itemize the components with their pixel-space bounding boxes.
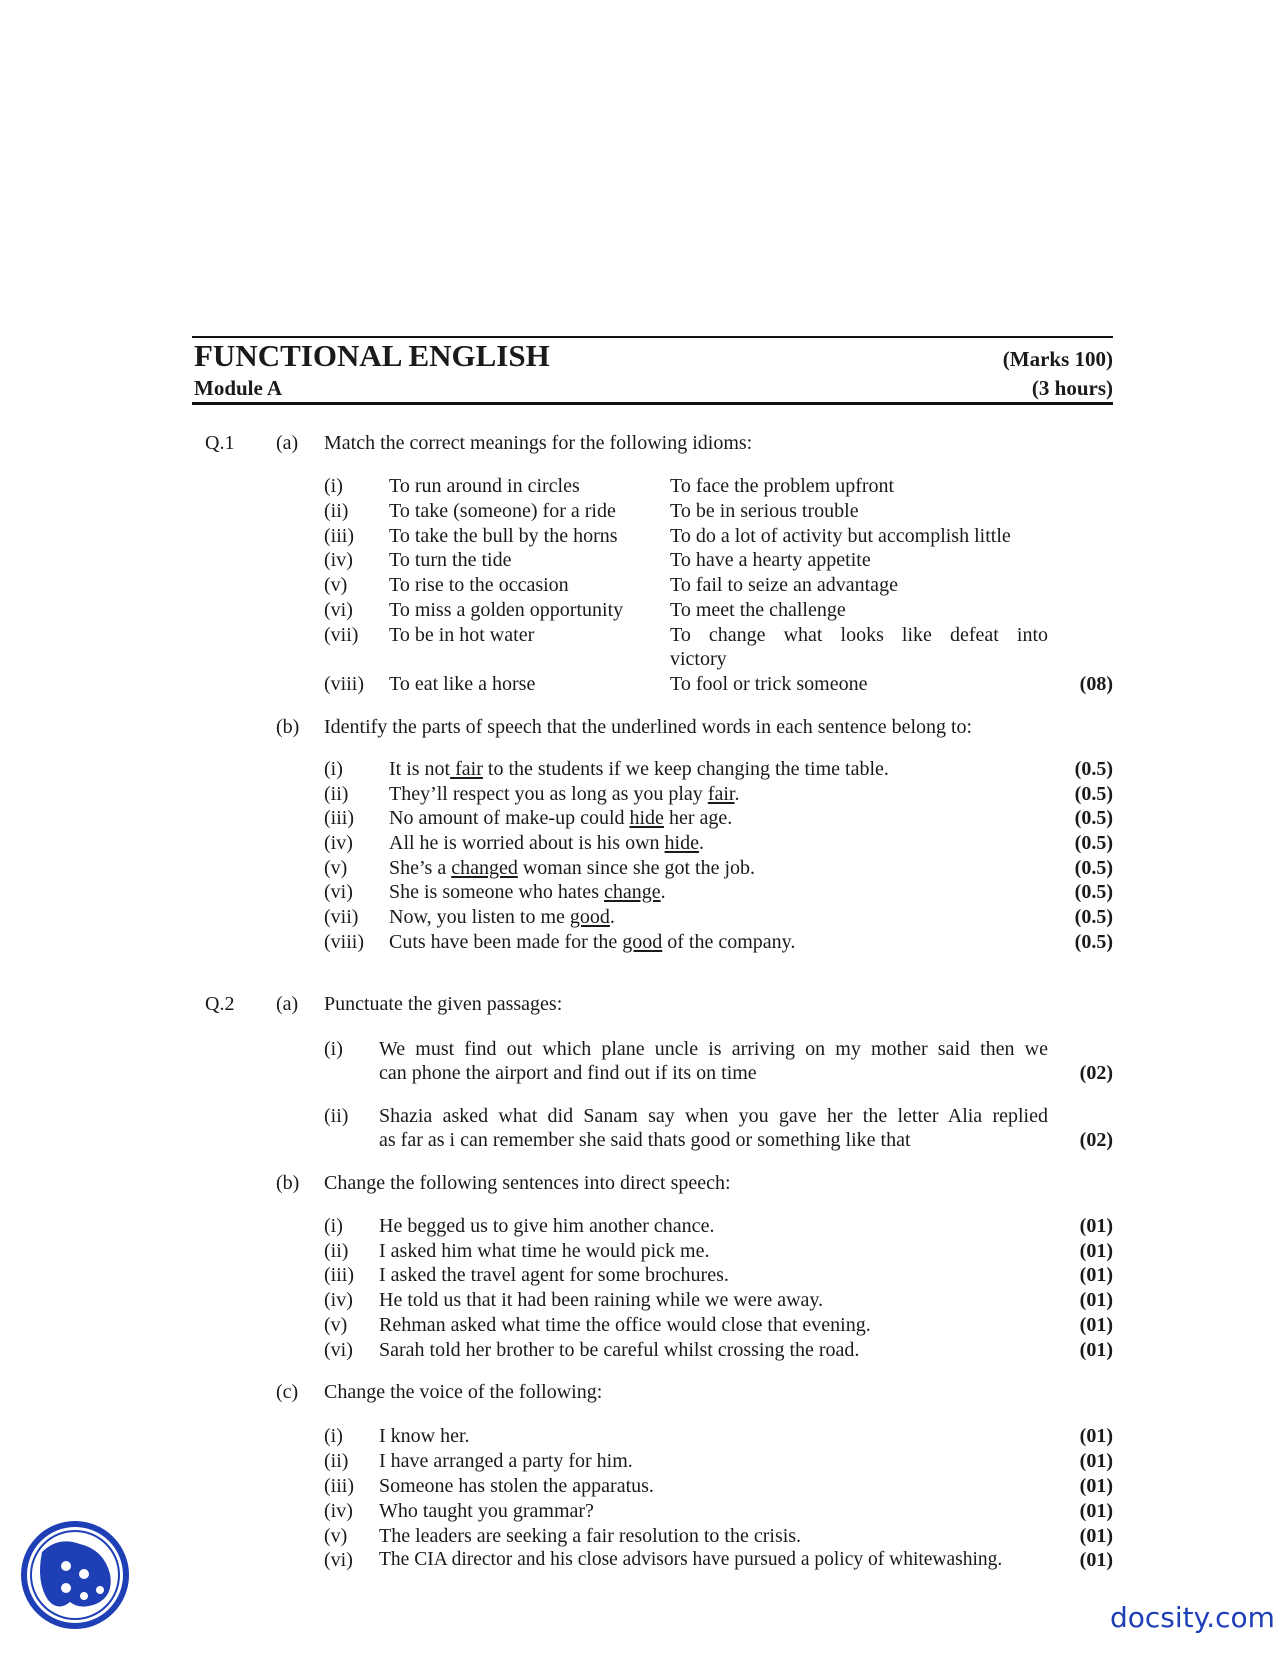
marks: (0.5) <box>1074 832 1113 854</box>
sentence: Someone has stolen the apparatus. <box>379 1475 654 1497</box>
marks: (01) <box>1079 1314 1113 1336</box>
marks: (01) <box>1079 1425 1113 1447</box>
docsity-logo-icon[interactable] <box>18 1518 132 1632</box>
meaning-text: To change what looks like defeat into <box>670 624 1048 646</box>
marks: (01) <box>1079 1500 1113 1522</box>
meaning-text: To have a hearty appetite <box>670 549 871 571</box>
sentence: The leaders are seeking a fair resolution to the crisis. <box>379 1525 802 1547</box>
part-label: (b) <box>276 716 300 738</box>
question-number: Q.2 <box>205 993 235 1015</box>
row-number: (i) <box>324 758 343 780</box>
sentence-text: . <box>609 906 615 928</box>
marks: (0.5) <box>1074 783 1113 805</box>
marks: (0.5) <box>1074 807 1113 829</box>
row-number: (iii) <box>324 1475 354 1497</box>
row-number: (v) <box>324 857 348 879</box>
row-number: (iv) <box>324 1289 353 1311</box>
meaning-text: To fool or trick someone <box>670 673 868 695</box>
idiom-text: To take (someone) for a ride <box>389 500 616 522</box>
docsity-brand-link[interactable]: docsity.com <box>1110 1601 1275 1634</box>
row-number: (i) <box>324 1425 343 1447</box>
marks: (01) <box>1079 1264 1113 1286</box>
row-number: (v) <box>324 574 348 596</box>
sentence <box>389 757 889 781</box>
row-number: (ii) <box>324 783 349 805</box>
sentence-text: She is someone who hates <box>389 881 604 903</box>
underlined-word: change <box>603 881 661 903</box>
marks: (01) <box>1079 1525 1113 1547</box>
row-number: (viii) <box>324 931 364 953</box>
sentence: The CIA director and his close advisors have pursued a policy of whitewashing. <box>379 1549 1003 1570</box>
sentence <box>389 782 739 806</box>
sentence <box>389 930 795 954</box>
meaning-text-continued: victory <box>670 648 727 670</box>
sentence-text: No amount of make-up could <box>389 807 630 829</box>
marks: (0.5) <box>1074 881 1113 903</box>
sentence-text: . <box>698 832 704 854</box>
row-number: (iv) <box>324 832 353 854</box>
total-marks: (Marks 100) <box>1002 347 1113 371</box>
sentence-text: They’ll respect you as long as you play <box>389 783 708 805</box>
sentence <box>389 905 615 929</box>
underlined-word: hide <box>664 832 699 854</box>
marks: (01) <box>1079 1339 1113 1361</box>
sentence: I asked the travel agent for some brochures. <box>379 1264 729 1286</box>
marks: (01) <box>1079 1450 1113 1472</box>
idiom-text: To rise to the occasion <box>389 574 569 596</box>
sentence-text: of the company. <box>662 931 796 953</box>
part-label: (a) <box>276 432 299 454</box>
passage-line: We must find out which plane uncle is arriving on my mother said then we <box>379 1038 1048 1060</box>
sentence: He begged us to give him another chance. <box>379 1215 715 1237</box>
sentence <box>389 806 732 830</box>
idiom-text: To miss a golden opportunity <box>389 599 624 621</box>
sentence: Who taught you grammar? <box>379 1500 594 1522</box>
sentence <box>389 856 755 880</box>
row-number: (i) <box>324 1215 343 1237</box>
meaning-text: To be in serious trouble <box>670 500 859 522</box>
sentence-text: . <box>660 881 666 903</box>
sentence: I asked him what time he would pick me. <box>379 1240 710 1262</box>
underlined-word: fair <box>707 783 735 805</box>
marks: (08) <box>1079 673 1113 695</box>
row-number: (ii) <box>324 1105 349 1127</box>
marks: (02) <box>1079 1129 1113 1151</box>
page-title: FUNCTIONAL ENGLISH <box>194 338 550 373</box>
meaning-text: To fail to seize an advantage <box>670 574 898 596</box>
row-number: (vi) <box>324 599 353 621</box>
row-number: (vi) <box>324 1339 353 1361</box>
marks: (01) <box>1079 1240 1113 1262</box>
sentence-text: woman since she got the job. <box>517 857 756 879</box>
module-label: Module A <box>194 376 283 400</box>
row-number: (v) <box>324 1525 348 1547</box>
marks: (0.5) <box>1074 857 1113 879</box>
sentence <box>389 880 666 904</box>
row-number: (iii) <box>324 807 354 829</box>
sentence: Sarah told her brother to be careful whilst crossing the road. <box>379 1339 860 1361</box>
part-label: (b) <box>276 1172 300 1194</box>
instruction: Change the voice of the following: <box>324 1381 603 1403</box>
row-number: (ii) <box>324 500 349 522</box>
sentence <box>389 831 704 855</box>
row-number: (viii) <box>324 673 364 695</box>
row-number: (iii) <box>324 1264 354 1286</box>
sentence: I have arranged a party for him. <box>379 1450 633 1472</box>
marks: (0.5) <box>1074 931 1113 953</box>
sentence-text: . <box>734 783 740 805</box>
sentence-text: to the students if we keep changing the time table. <box>482 758 889 780</box>
row-number: (i) <box>324 475 343 497</box>
passage-line: Shazia asked what did Sanam say when you gave her the letter Alia replied <box>379 1105 1048 1127</box>
part-label: (a) <box>276 993 299 1015</box>
header-bottom-rule <box>192 402 1113 405</box>
sentence-text: Now, you listen to me <box>389 906 570 928</box>
row-number: (vi) <box>324 881 353 903</box>
row-number: (v) <box>324 1314 348 1336</box>
passage-line: can phone the airport and find out if its on time <box>379 1062 757 1084</box>
row-number: (vi) <box>324 1549 353 1571</box>
row-number: (vii) <box>324 906 359 928</box>
marks: (01) <box>1079 1475 1113 1497</box>
marks: (01) <box>1079 1289 1113 1311</box>
row-number: (iv) <box>324 549 353 571</box>
instruction: Punctuate the given passages: <box>324 993 563 1015</box>
marks: (0.5) <box>1074 758 1113 780</box>
underlined-word: good <box>569 906 610 928</box>
instruction: Change the following sentences into direct speech: <box>324 1172 731 1194</box>
row-number: (ii) <box>324 1240 349 1262</box>
meaning-text: To face the problem upfront <box>670 475 895 497</box>
row-number: (i) <box>324 1038 343 1060</box>
idiom-text: To run around in circles <box>389 475 580 497</box>
row-number: (iv) <box>324 1500 353 1522</box>
marks: (01) <box>1079 1215 1113 1237</box>
sentence-text: All he is worried about is his own <box>389 832 665 854</box>
sentence-text: her age. <box>663 807 733 829</box>
underlined-word: good <box>622 931 663 953</box>
sentence-text: It is not <box>389 758 451 780</box>
marks: (0.5) <box>1074 906 1113 928</box>
underlined-word: hide <box>629 807 664 829</box>
question-number: Q.1 <box>205 432 235 454</box>
meaning-text: To meet the challenge <box>670 599 846 621</box>
exam-duration: (3 hours) <box>1031 376 1113 400</box>
sentence: Rehman asked what time the office would close that evening. <box>379 1314 871 1336</box>
sentence: He told us that it had been raining while we were away. <box>379 1289 824 1311</box>
underlined-word: changed <box>451 857 518 879</box>
idiom-text: To take the bull by the horns <box>389 525 618 547</box>
sentence-text: Cuts have been made for the <box>389 931 623 953</box>
sentence-text: She’s a <box>389 857 452 879</box>
idiom-text: To be in hot water <box>389 624 535 646</box>
part-label: (c) <box>276 1381 299 1403</box>
marks: (01) <box>1079 1549 1113 1571</box>
row-number: (iii) <box>324 525 354 547</box>
instruction: Match the correct meanings for the following idioms: <box>324 432 753 454</box>
underlined-word: fair <box>450 758 483 780</box>
idiom-text: To eat like a horse <box>389 673 536 695</box>
idiom-text: To turn the tide <box>389 549 512 571</box>
sentence: I know her. <box>379 1425 470 1447</box>
marks: (02) <box>1079 1062 1113 1084</box>
row-number: (vii) <box>324 624 359 646</box>
row-number: (ii) <box>324 1450 349 1472</box>
passage-line: as far as i can remember she said thats good or something like that <box>379 1129 911 1151</box>
instruction: Identify the parts of speech that the underlined words in each sentence belong to: <box>324 716 973 738</box>
meaning-text: To do a lot of activity but accomplish little <box>670 525 1011 547</box>
